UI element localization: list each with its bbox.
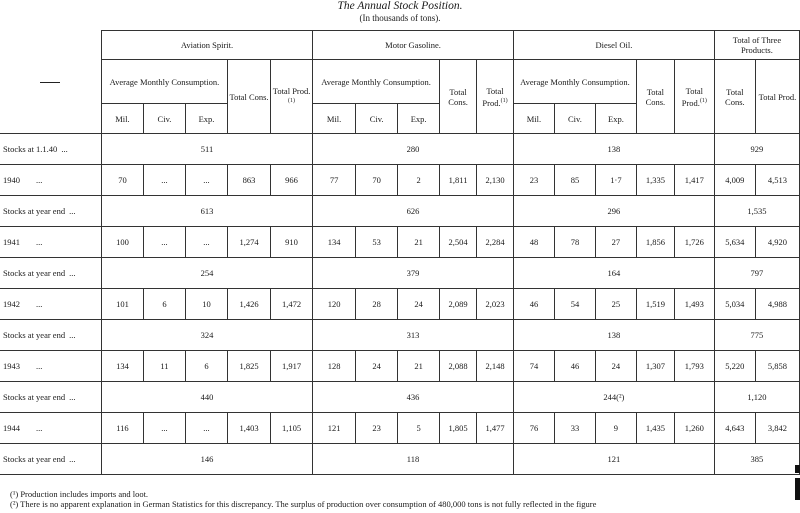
- table-cell: 1,472: [271, 289, 313, 320]
- row-label: Stocks at year end ...: [0, 444, 101, 475]
- table-cell: ...: [143, 413, 185, 444]
- table-cell: 1,105: [271, 413, 313, 444]
- table-cell: 120: [313, 289, 356, 320]
- table-cell: 863: [228, 165, 271, 196]
- table-cell: 1,793: [674, 351, 714, 382]
- footnote-1: (¹) Production includes imports and loot.: [10, 489, 149, 499]
- table-cell: ...: [143, 227, 185, 258]
- table-cell: 4,513: [755, 165, 799, 196]
- header-totalcons-aviation: Total Cons.: [228, 60, 271, 134]
- table-cell: 10: [185, 289, 227, 320]
- table-cell: 24: [595, 351, 636, 382]
- table-cell: 5,034: [714, 289, 755, 320]
- table-cell: 1,307: [636, 351, 674, 382]
- table-cell: 5,634: [714, 227, 755, 258]
- table-cell: 4,988: [755, 289, 799, 320]
- year-row: [0, 165, 800, 196]
- header-exp-aviation: Exp.: [185, 104, 227, 134]
- header-totalprod-motor: Total Prod.$^{(1)}$: [477, 60, 514, 134]
- table-cell: 28: [356, 289, 398, 320]
- table-cell: 2,088: [440, 351, 477, 382]
- table-cell: 100: [101, 227, 143, 258]
- table-cell: 1,274: [228, 227, 271, 258]
- table-cell: ...: [143, 165, 185, 196]
- table-cell: 33: [554, 413, 595, 444]
- stock-motor: 118: [313, 444, 514, 475]
- table-cell: 1,519: [636, 289, 674, 320]
- stock-total: 797: [714, 258, 799, 289]
- table-cell: 121: [313, 413, 356, 444]
- table-cell: 1,856: [636, 227, 674, 258]
- table-cell: 1,825: [228, 351, 271, 382]
- table-cell: 910: [271, 227, 313, 258]
- header-civ-aviation: Civ.: [143, 104, 185, 134]
- table-cell: 1,805: [440, 413, 477, 444]
- stock-row: [0, 382, 800, 413]
- table-cell: 24: [398, 289, 440, 320]
- table-cell: 4,009: [714, 165, 755, 196]
- table-cell: 70: [101, 165, 143, 196]
- table-cell: 9: [595, 413, 636, 444]
- stock-motor: 379: [313, 258, 514, 289]
- table-cell: 1,417: [674, 165, 714, 196]
- table-cell: ...: [185, 227, 227, 258]
- header-mil-aviation: Mil.: [101, 104, 143, 134]
- row-label: 1942 ...: [0, 289, 101, 320]
- header-avg-motor: Average Monthly Consumption.: [313, 60, 440, 104]
- header-civ-diesel: Civ.: [554, 104, 595, 134]
- table-cell: 23: [513, 165, 554, 196]
- table-cell: 74: [513, 351, 554, 382]
- row-label: 1940 ...: [0, 165, 101, 196]
- stock-row: [0, 258, 800, 289]
- table-cell: 4,643: [714, 413, 755, 444]
- year-row: [0, 413, 800, 444]
- table-cell: 1,917: [271, 351, 313, 382]
- header-aviation: Aviation Spirit.: [101, 31, 312, 60]
- year-row: [0, 351, 800, 382]
- stock-total: 1,535: [714, 196, 799, 227]
- table-cell: 5,220: [714, 351, 755, 382]
- stock-row: [0, 134, 800, 165]
- table-cell: 11: [143, 351, 185, 382]
- table-cell: 1·7: [595, 165, 636, 196]
- edge-mark: [795, 478, 800, 500]
- stock-total: 775: [714, 320, 799, 351]
- table-cell: 2,148: [477, 351, 514, 382]
- header-avg-aviation: Average Monthly Consumption.: [101, 60, 227, 104]
- header-mil-motor: Mil.: [313, 104, 356, 134]
- table-cell: 1,260: [674, 413, 714, 444]
- table-cell: 25: [595, 289, 636, 320]
- stock-aviation: 440: [101, 382, 312, 413]
- table-cell: 5: [398, 413, 440, 444]
- stock-diesel: 138: [513, 134, 714, 165]
- table-cell: 101: [101, 289, 143, 320]
- stock-total: 1,120: [714, 382, 799, 413]
- footnote-2: (²) There is no apparent explanation in German Statistics for this discrepancy. The surplus of production over consumption of 480,000 tons is not fully reflected in the figure: [10, 499, 597, 509]
- table-cell: 1,477: [477, 413, 514, 444]
- stock-row: [0, 196, 800, 227]
- table-cell: 85: [554, 165, 595, 196]
- table-cell: 46: [554, 351, 595, 382]
- header-corner: [0, 31, 101, 134]
- year-row: [0, 289, 800, 320]
- year-row: [0, 227, 800, 258]
- row-label: 1941 ...: [0, 227, 101, 258]
- header-diesel: Diesel Oil.: [513, 31, 714, 60]
- table-cell: 2,023: [477, 289, 514, 320]
- table-cell: 46: [513, 289, 554, 320]
- table-cell: 966: [271, 165, 313, 196]
- table-cell: 21: [398, 227, 440, 258]
- table-cell: 6: [185, 351, 227, 382]
- stock-motor: 626: [313, 196, 514, 227]
- stock-aviation: 613: [101, 196, 312, 227]
- table-cell: 1,403: [228, 413, 271, 444]
- header-totalprod-diesel: Total Prod.$^{(1)}$: [674, 60, 714, 134]
- table-cell: 134: [101, 351, 143, 382]
- header-total-three: Total of Three Products.: [714, 31, 799, 60]
- stock-total: 929: [714, 134, 799, 165]
- table-cell: 27: [595, 227, 636, 258]
- row-label: Stocks at year end ...: [0, 320, 101, 351]
- stock-diesel: 164: [513, 258, 714, 289]
- stock-row: [0, 320, 800, 351]
- stock-diesel: 121: [513, 444, 714, 475]
- table-cell: 1,811: [440, 165, 477, 196]
- table-cell: 5,858: [755, 351, 799, 382]
- table-cell: 78: [554, 227, 595, 258]
- page-subtitle: (In thousands of tons).: [359, 13, 441, 23]
- header-exp-diesel: Exp.: [595, 104, 636, 134]
- stock-aviation: 254: [101, 258, 312, 289]
- table-cell: 2,089: [440, 289, 477, 320]
- table-cell: 53: [356, 227, 398, 258]
- header-totalcons-diesel: Total Cons.: [636, 60, 674, 134]
- row-label: 1944 ...: [0, 413, 101, 444]
- stock-table: [0, 30, 800, 475]
- table-cell: 2,130: [477, 165, 514, 196]
- table-cell: 2,284: [477, 227, 514, 258]
- table-cell: 4,920: [755, 227, 799, 258]
- table-cell: ...: [185, 165, 227, 196]
- table-cell: 1,493: [674, 289, 714, 320]
- row-label: Stocks at year end ...: [0, 196, 101, 227]
- table-cell: 76: [513, 413, 554, 444]
- table-cell: 1,335: [636, 165, 674, 196]
- stock-diesel: 296: [513, 196, 714, 227]
- stock-row: [0, 444, 800, 475]
- row-label: Stocks at year end ...: [0, 382, 101, 413]
- table-cell: 21: [398, 351, 440, 382]
- header-avg-diesel: Average Monthly Consumption.: [513, 60, 636, 104]
- table-cell: 128: [313, 351, 356, 382]
- header-civ-motor: Civ.: [356, 104, 398, 134]
- stock-motor: 313: [313, 320, 514, 351]
- stock-motor: 436: [313, 382, 514, 413]
- table-cell: 1,435: [636, 413, 674, 444]
- stock-motor: 280: [313, 134, 514, 165]
- header-totalcons-three: Total Cons.: [714, 60, 755, 134]
- stock-total: 385: [714, 444, 799, 475]
- table-cell: 1,726: [674, 227, 714, 258]
- table-cell: 70: [356, 165, 398, 196]
- header-totalcons-motor: Total Cons.: [440, 60, 477, 134]
- stock-aviation: 146: [101, 444, 312, 475]
- table-cell: 48: [513, 227, 554, 258]
- table-cell: 2: [398, 165, 440, 196]
- table-cell: 54: [554, 289, 595, 320]
- table-cell: 23: [356, 413, 398, 444]
- table-cell: 24: [356, 351, 398, 382]
- page-title: The Annual Stock Position.: [337, 0, 463, 12]
- stock-diesel: 244(²): [513, 382, 714, 413]
- header-totalprod-three: Total Prod.: [755, 60, 799, 134]
- table-cell: 134: [313, 227, 356, 258]
- table-cell: 77: [313, 165, 356, 196]
- header-mil-diesel: Mil.: [513, 104, 554, 134]
- table-cell: 116: [101, 413, 143, 444]
- stock-aviation: 511: [101, 134, 312, 165]
- header-motor: Motor Gasoline.: [313, 31, 514, 60]
- edge-mark: [795, 465, 800, 473]
- header-exp-motor: Exp.: [398, 104, 440, 134]
- stock-diesel: 138: [513, 320, 714, 351]
- table-cell: ...: [185, 413, 227, 444]
- header-totalprod-aviation: Total Prod.$^{(1)}$: [271, 60, 313, 134]
- table-cell: 1,426: [228, 289, 271, 320]
- row-label: 1943 ...: [0, 351, 101, 382]
- stock-aviation: 324: [101, 320, 312, 351]
- row-label: Stocks at 1.1.40 ...: [0, 134, 101, 165]
- table-cell: 2,504: [440, 227, 477, 258]
- table-cell: 6: [143, 289, 185, 320]
- row-label: Stocks at year end ...: [0, 258, 101, 289]
- table-cell: 3,842: [755, 413, 799, 444]
